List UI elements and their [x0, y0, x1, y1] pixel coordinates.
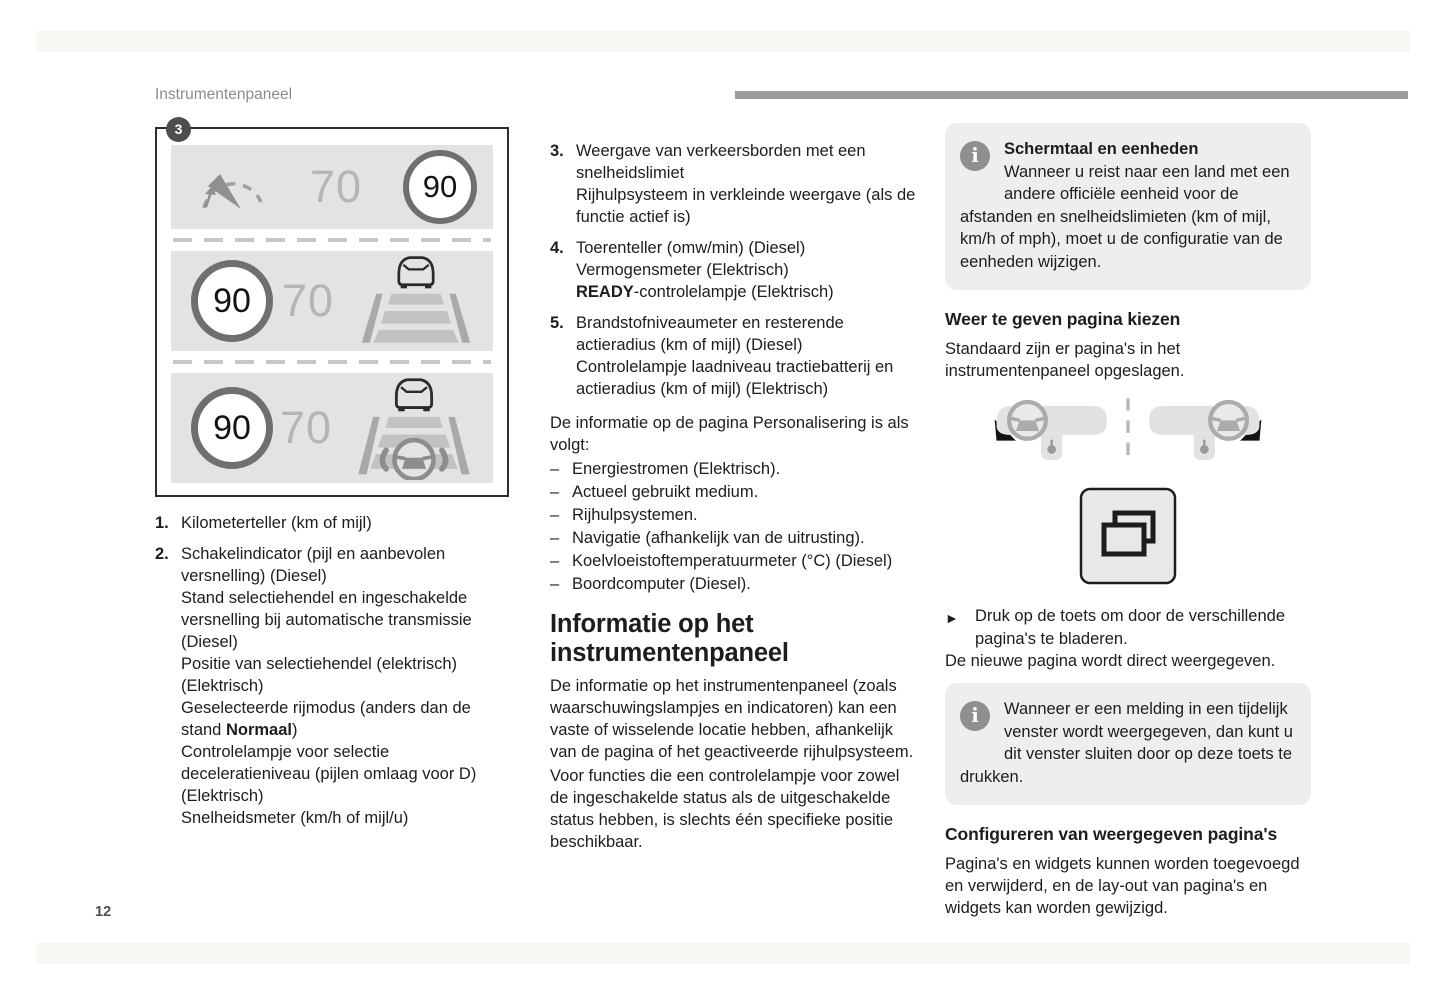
section-heading: Informatie op het instrumentenpaneel [550, 610, 789, 667]
item-number: 1. [155, 514, 169, 532]
left-column [155, 121, 515, 838]
middle-column [550, 140, 922, 855]
left-right-drive-stalks-icon [983, 392, 1273, 470]
cluster-row-steering-assist [171, 373, 493, 483]
right-column [945, 123, 1311, 921]
item-number: 3. [550, 142, 564, 160]
page-number: 12 [95, 904, 112, 920]
speed-limit-sign: 90 [191, 387, 273, 469]
list-item: 4. Toerenteller (omw/min) (Diesel) Vermogensmeter (Elektrisch) READY-controlelampje (Elektrisch) [550, 239, 834, 301]
figure-legend-list [155, 512, 515, 829]
bottom-strip [36, 943, 1410, 964]
subsection-heading: Weer te geven pagina kiezen [945, 309, 1181, 329]
info-icon: i [960, 141, 990, 171]
cluster-row-speed-signs [171, 145, 493, 229]
dashed-separator [173, 360, 491, 364]
list-item: – Actueel gebruikt medium. [550, 483, 759, 501]
current-speed-value: 70 [279, 402, 333, 453]
note-title: Schermtaal en eenheden [1004, 140, 1199, 158]
top-strip [36, 31, 1410, 52]
list-item: – Rijhulpsystemen. [550, 506, 698, 524]
list-item: 2. Schakelindicator (pijl en aanbevolen versnelling) (Diesel) Stand selectiehendel en ingeschakelde versnelling bij automatische transmissie (Diesel) Positie van selectiehendel (elektrisch) (Elektrisch) Geselecteerde rijmodus (anders dan de stand Normaal) Controlelampje voor selectie deceleratieniveau (pijlen omlaag voor D) (Elektrisch) Snelheidsmeter (km/h of mijl/u) [155, 545, 477, 827]
chapter-header: Instrumentenpaneel [155, 86, 293, 103]
list-item: – Energiestromen (Elektrisch). [550, 460, 781, 478]
current-speed-value: 70 [281, 275, 335, 326]
list-item: – Koelvloeistoftemperatuurmeter (°C) (Diesel) [550, 552, 893, 570]
car-road-steering-wheel-icon [339, 376, 489, 480]
personalisation-intro: De informatie op de pagina Personalisering is als volgt: [550, 414, 909, 454]
instrument-cluster-figure [155, 121, 509, 497]
section-paragraph: Voor functies die een controlelampje voor zowel de ingeschakelde status als de uitgeschakelde status hebben, is slechts één specifieke positie beschikbaar. [550, 767, 900, 851]
subsection-paragraph: Standaard zijn er pagina's in het instrumentenpaneel opgeslagen. [945, 340, 1185, 380]
list-item: 5. Brandstofniveaumeter en resterende actieradius (km of mijl) (Diesel) Controlelampje laadniveau tractiebatterij en actieradius (km of mijl) (Elektrisch) [550, 314, 894, 398]
section-paragraph: De informatie op het instrumentenpaneel (zoals waarschuwingslampjes en indicatoren) kan een vaste of wisselende locatie hebben, afhankelijk van de pagina of het geactiveerde rijhulpsysteem. [550, 677, 914, 761]
item-number: 5. [550, 314, 564, 332]
info-icon: i [960, 701, 990, 731]
steering-column-illustration [945, 392, 1311, 475]
dashed-separator [173, 238, 491, 242]
car-on-road-icon [343, 254, 489, 348]
current-speed-value: 70 [309, 161, 363, 212]
item-number: 2. [155, 545, 169, 563]
list-item: – Boordcomputer (Diesel). [550, 575, 751, 593]
item-number: 4. [550, 239, 564, 257]
speed-limit-sign: 90 [191, 260, 273, 342]
note-body: Wanneer er een melding in een tijdelijk venster wordt weergegeven, dan kunt u dit venster sluiten door op deze toets te drukken. [960, 700, 1293, 786]
speed-limit-sign: 90 [403, 150, 477, 224]
figure-callout-badge: 3 [166, 117, 191, 142]
personalisation-bullet-list [550, 458, 922, 596]
note-body: Wanneer u reist naar een land met een andere officiële eenheid voor de afstanden en snelheidslimieten (km of mijl, km/h of mph), moet u de configuratie van de eenheden wijzigen. [960, 162, 1290, 271]
subsection-heading: Configureren van weergegeven pagina's [945, 824, 1278, 844]
step-arrow-icon: ► [945, 610, 959, 626]
pages-button-icon [1079, 487, 1177, 585]
info-note-box [945, 683, 1311, 805]
list-item: – Navigatie (afhankelijk van de uitrusting). [550, 529, 865, 547]
page-button-illustration [945, 487, 1311, 590]
list-item: 3. Weergave van verkeersborden met een snelheidslimiet Rijhulpsysteem in verkleinde weergave (als de functie actief is) [550, 142, 916, 226]
instruction-step [945, 605, 1311, 650]
step-text: Druk op de toets om door de verschillende pagina's te bladeren. [975, 607, 1286, 648]
info-note-box [945, 123, 1311, 290]
list-item: 1. Kilometerteller (km of mijl) [155, 514, 372, 532]
subsection-paragraph: Pagina's en widgets kunnen worden toegevoegd en verwijderd, en de lay-out van pagina's en widgets kan worden gewijzigd. [945, 855, 1300, 917]
cluster-row-lane-assist [171, 251, 493, 351]
instruction-result: De nieuwe pagina wordt direct weergegeven. [945, 652, 1276, 670]
speedometer-gauge-icon [195, 161, 269, 213]
header-rule-bar [735, 91, 1408, 99]
